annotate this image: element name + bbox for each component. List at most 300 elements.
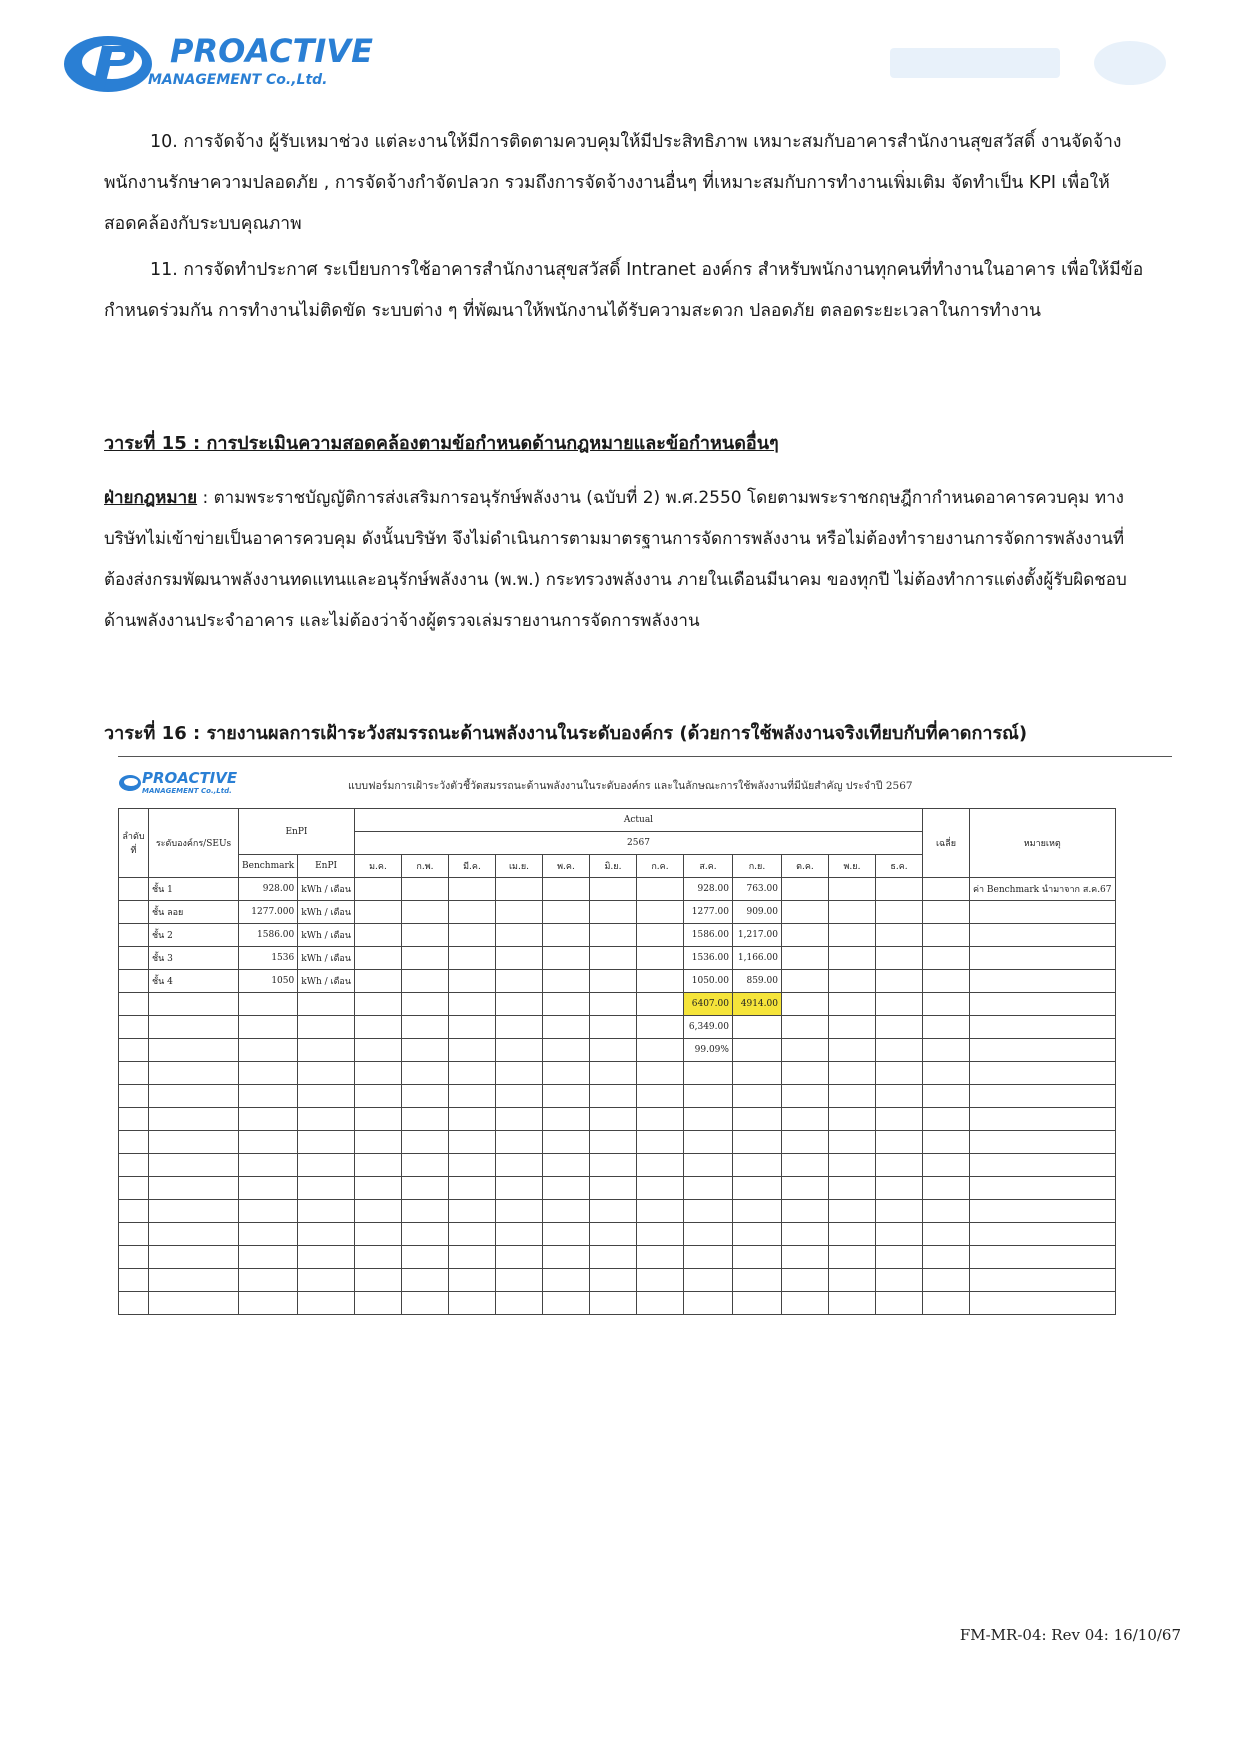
- cell-avg: [922, 1223, 969, 1246]
- cell-month: [781, 901, 828, 924]
- cell-no: [119, 924, 149, 947]
- table-row: [119, 1062, 1116, 1085]
- cell-benchmark: [239, 1292, 298, 1315]
- col-actual: Actual: [354, 809, 922, 832]
- cell-month: [875, 1016, 922, 1039]
- cell-month: [781, 1085, 828, 1108]
- cell-month: [354, 1246, 401, 1269]
- cell-month: [354, 1131, 401, 1154]
- cell-unit: [298, 1177, 355, 1200]
- cell-month: [542, 970, 589, 993]
- legal-label: ฝ่ายกฎหมาย: [104, 488, 198, 508]
- col-month: ต.ค.: [781, 855, 828, 878]
- cell-month: [636, 1177, 683, 1200]
- cell-benchmark: 928.00: [239, 878, 298, 901]
- cell-remark: [969, 1108, 1115, 1131]
- cell-month: [542, 1269, 589, 1292]
- col-month: พ.ค.: [542, 855, 589, 878]
- cell-remark: [969, 1062, 1115, 1085]
- cell-level: [149, 1223, 239, 1246]
- cell-level: [149, 1085, 239, 1108]
- cell-month: [828, 993, 875, 1016]
- cell-month: [589, 878, 636, 901]
- cell-benchmark: [239, 1085, 298, 1108]
- cell-month: [636, 1200, 683, 1223]
- cell-unit: kWh / เดือน: [298, 947, 355, 970]
- cell-month: [448, 1039, 495, 1062]
- cell-month: [354, 1269, 401, 1292]
- table-row: [119, 970, 1116, 993]
- cell-no: [119, 1016, 149, 1039]
- table-row: [119, 1039, 1116, 1062]
- cell-month: [636, 878, 683, 901]
- cell-month: [781, 1016, 828, 1039]
- cell-month: [781, 993, 828, 1016]
- cell-month: [781, 970, 828, 993]
- cell-month: 763.00: [732, 878, 781, 901]
- cell-month: [828, 878, 875, 901]
- cell-month: [636, 1108, 683, 1131]
- cell-month: [542, 1062, 589, 1085]
- section-16-title: วาระที่ 16 : รายงานผลการเฝ้าระวังสมรรถนะด้านพลังงานในระดับองค์กร (ด้วยการใช้พลังงานจริงเทียบกับที่คาดการณ์): [104, 723, 1028, 744]
- cell-month: [589, 993, 636, 1016]
- cell-month: [542, 901, 589, 924]
- company-logo: [62, 28, 373, 100]
- cell-month: [495, 1039, 542, 1062]
- cell-level: [149, 1108, 239, 1131]
- cell-avg: [922, 924, 969, 947]
- cell-month: [401, 878, 448, 901]
- cell-month: [495, 1085, 542, 1108]
- cell-month: [589, 1062, 636, 1085]
- cell-unit: [298, 993, 355, 1016]
- cell-month: [495, 1062, 542, 1085]
- legal-body: : ตามพระราชบัญญัติการส่งเสริมการอนุรักษ์พลังงาน (ฉบับที่ 2) พ.ศ.2550 โดยตามพระราชกฤษฎีกากำหนดอาคารควบคุม ทางบริษัทไม่เข้าข่ายเป็นอาคารควบคุม ดังนั้นบริษัท จึงไม่ดำเนินการตามมาตรฐานการจัดการพลังงาน หรือไม่ต้องทำรายงานการจัดการพลังงานที่ต้องส่งกรมพัฒนาพลังงานทดแทนและอนุรักษ์พลังงาน (พ.พ.) กระทรวงพลังงาน ภายในเดือนมีนาคม ของทุกปี ไม่ต้องทำการแต่งตั้งผู้รับผิดชอบด้านพลังงานประจำอาคาร และไม่ต้องว่าจ้างผู้ตรวจเล่มรายงานการจัดการพลังงาน: [104, 488, 1127, 631]
- cell-month: [401, 1062, 448, 1085]
- cell-month: [732, 1039, 781, 1062]
- cell-month: [354, 1062, 401, 1085]
- cell-month: [636, 1039, 683, 1062]
- cell-month: [781, 1200, 828, 1223]
- cell-month: [828, 924, 875, 947]
- cell-month: [636, 1223, 683, 1246]
- cell-no: [119, 1292, 149, 1315]
- cell-level: [149, 1062, 239, 1085]
- cell-month: [828, 1154, 875, 1177]
- cell-month: [401, 1200, 448, 1223]
- cell-month: [828, 1223, 875, 1246]
- cell-no: [119, 1039, 149, 1062]
- cell-month: [448, 878, 495, 901]
- cell-no: [119, 993, 149, 1016]
- cell-benchmark: [239, 1062, 298, 1085]
- form-logo-subtext: MANAGEMENT Co.,Ltd.: [142, 787, 232, 795]
- cell-unit: kWh / เดือน: [298, 924, 355, 947]
- col-enpi-unit: EnPI: [298, 855, 355, 878]
- cell-month: [683, 1223, 732, 1246]
- cell-month: [828, 970, 875, 993]
- cell-month: [401, 1085, 448, 1108]
- cell-no: [119, 1200, 149, 1223]
- cell-level: [149, 993, 239, 1016]
- cell-month: 1050.00: [683, 970, 732, 993]
- cell-avg: [922, 1246, 969, 1269]
- col-remark: หมายเหตุ: [969, 809, 1115, 878]
- cell-level: [149, 1154, 239, 1177]
- cell-month: [781, 1131, 828, 1154]
- energy-table: [118, 808, 1116, 1315]
- table-row: [119, 1177, 1116, 1200]
- cell-month: [683, 1062, 732, 1085]
- cell-month: [401, 1269, 448, 1292]
- cell-month: [589, 1177, 636, 1200]
- cell-remark: [969, 1016, 1115, 1039]
- cell-avg: [922, 970, 969, 993]
- cell-month: [636, 1269, 683, 1292]
- cell-month: [401, 1292, 448, 1315]
- cell-month: [448, 1062, 495, 1085]
- cell-month: [448, 1223, 495, 1246]
- cell-month: [542, 1177, 589, 1200]
- col-month: ก.พ.: [401, 855, 448, 878]
- cell-avg: [922, 1131, 969, 1154]
- cell-month: 928.00: [683, 878, 732, 901]
- cell-month: [401, 947, 448, 970]
- col-month: ก.ย.: [732, 855, 781, 878]
- cell-no: [119, 1062, 149, 1085]
- col-month: มิ.ย.: [589, 855, 636, 878]
- cell-month: [828, 1177, 875, 1200]
- cell-month: [732, 1131, 781, 1154]
- cell-month: [354, 878, 401, 901]
- cell-month: [495, 1200, 542, 1223]
- cell-month: [875, 1062, 922, 1085]
- cell-remark: [969, 1223, 1115, 1246]
- col-month: ธ.ค.: [875, 855, 922, 878]
- cell-month: [828, 1016, 875, 1039]
- cell-benchmark: 1586.00: [239, 924, 298, 947]
- cell-month: [542, 1131, 589, 1154]
- cell-percentage: 99.09%: [683, 1039, 732, 1062]
- cell-month: 1586.00: [683, 924, 732, 947]
- cell-month: [636, 993, 683, 1016]
- cell-month: [828, 1292, 875, 1315]
- cell-month: [732, 1269, 781, 1292]
- cell-level: [149, 1200, 239, 1223]
- cell-month: [354, 970, 401, 993]
- cell-avg: [922, 1177, 969, 1200]
- cell-level: [149, 1039, 239, 1062]
- cell-month: [636, 1131, 683, 1154]
- cell-benchmark: [239, 993, 298, 1016]
- cell-month: [875, 947, 922, 970]
- cell-unit: kWh / เดือน: [298, 970, 355, 993]
- cell-month: [495, 1016, 542, 1039]
- energy-monitoring-form: [118, 756, 1172, 1362]
- table-row: [119, 1223, 1116, 1246]
- col-month: พ.ย.: [828, 855, 875, 878]
- cell-month: [354, 993, 401, 1016]
- cell-month: [354, 1085, 401, 1108]
- paragraph-11: [104, 250, 1144, 332]
- form-header: [118, 756, 1172, 809]
- cell-month: [542, 1223, 589, 1246]
- cell-month: [401, 1246, 448, 1269]
- cell-month: [683, 1269, 732, 1292]
- cell-level: [149, 1177, 239, 1200]
- cell-month: [636, 970, 683, 993]
- cell-month: [828, 1200, 875, 1223]
- cell-remark: [969, 1246, 1115, 1269]
- cell-month: [683, 1200, 732, 1223]
- cell-month: [448, 924, 495, 947]
- cell-month: [401, 1154, 448, 1177]
- cell-month: [828, 1269, 875, 1292]
- cell-average-usage: 6,349.00: [683, 1016, 732, 1039]
- paragraph-11-text: 11. การจัดทำประกาศ ระเบียบการใช้อาคารสำนักงานสุขสวัสดิ์ Intranet องค์กร สำหรับพนักงานทุกคนที่ทำงานในอาคาร เพื่อให้มีข้อกำหนดร่วมกัน การทำงานไม่ติดขัด ระบบต่าง ๆ ที่พัฒนาให้พนักงานได้รับความสะดวก ปลอดภัย ตลอดระยะเวลาในการทำงาน: [104, 260, 1144, 321]
- cell-month: [875, 1177, 922, 1200]
- cell-month: [542, 924, 589, 947]
- cell-month: [354, 1154, 401, 1177]
- cell-month: [589, 1154, 636, 1177]
- cell-month: [401, 1016, 448, 1039]
- cell-month: [781, 1108, 828, 1131]
- cell-remark: [969, 1269, 1115, 1292]
- cell-month: [875, 1246, 922, 1269]
- cell-month: [495, 1223, 542, 1246]
- cell-level: ชั้น ลอย: [149, 901, 239, 924]
- cell-month: [875, 878, 922, 901]
- cell-month: [636, 1246, 683, 1269]
- cell-month: [448, 901, 495, 924]
- cell-total-aug: 6407.00: [683, 993, 732, 1016]
- cell-remark: [969, 993, 1115, 1016]
- cell-avg: [922, 1269, 969, 1292]
- cell-month: [401, 924, 448, 947]
- col-month: ก.ค.: [636, 855, 683, 878]
- cell-month: [732, 1246, 781, 1269]
- cell-benchmark: [239, 1131, 298, 1154]
- proactive-logo-icon: [62, 28, 172, 100]
- col-month: ส.ค.: [683, 855, 732, 878]
- table-row: [119, 901, 1116, 924]
- cell-month: [875, 1131, 922, 1154]
- cell-month: [683, 1131, 732, 1154]
- col-month: ม.ค.: [354, 855, 401, 878]
- cell-month: [636, 1062, 683, 1085]
- cell-unit: [298, 1062, 355, 1085]
- cell-month: [828, 1085, 875, 1108]
- logo-text-management: MANAGEMENT Co.,Ltd.: [148, 72, 328, 88]
- cell-month: [875, 1292, 922, 1315]
- cell-month: [448, 970, 495, 993]
- cell-month: [495, 878, 542, 901]
- cell-month: [875, 1039, 922, 1062]
- cell-level: [149, 1292, 239, 1315]
- cell-level: ชั้น 3: [149, 947, 239, 970]
- cell-month: [875, 993, 922, 1016]
- cell-level: [149, 1246, 239, 1269]
- cell-month: [636, 1154, 683, 1177]
- col-level: ระดับองค์กร/SEUs: [149, 809, 239, 878]
- cell-month: [448, 1246, 495, 1269]
- cell-month: [354, 1177, 401, 1200]
- cell-month: [589, 1292, 636, 1315]
- cell-month: [401, 970, 448, 993]
- cell-remark: [969, 1039, 1115, 1062]
- cell-month: [354, 1016, 401, 1039]
- cell-level: [149, 1269, 239, 1292]
- cell-unit: [298, 1269, 355, 1292]
- cell-remark: [969, 901, 1115, 924]
- cell-month: [354, 1292, 401, 1315]
- cell-month: [589, 1223, 636, 1246]
- cell-month: [354, 1039, 401, 1062]
- cell-unit: [298, 1154, 355, 1177]
- cell-month: [732, 1108, 781, 1131]
- cell-month: [781, 924, 828, 947]
- cell-benchmark: 1277.000: [239, 901, 298, 924]
- cell-unit: [298, 1039, 355, 1062]
- cell-month: [448, 1108, 495, 1131]
- cell-remark: [969, 1200, 1115, 1223]
- cell-month: [875, 924, 922, 947]
- cell-level: [149, 1016, 239, 1039]
- cell-month: [636, 1016, 683, 1039]
- cell-month: [589, 1085, 636, 1108]
- cell-remark: [969, 1085, 1115, 1108]
- cell-month: [828, 947, 875, 970]
- cell-remark: [969, 1177, 1115, 1200]
- table-body: [119, 878, 1116, 1315]
- table-row: [119, 1246, 1116, 1269]
- cell-month: [542, 1200, 589, 1223]
- cell-month: [636, 1085, 683, 1108]
- cell-benchmark: 1536: [239, 947, 298, 970]
- cell-no: [119, 1131, 149, 1154]
- table-row: [119, 1016, 1116, 1039]
- cell-avg: [922, 993, 969, 1016]
- col-year: 2567: [354, 832, 922, 855]
- cell-month: [732, 1177, 781, 1200]
- cell-month: [828, 901, 875, 924]
- cell-month: [495, 1108, 542, 1131]
- cell-month: [401, 1039, 448, 1062]
- cell-month: [401, 1108, 448, 1131]
- cell-month: [542, 1085, 589, 1108]
- cell-month: [683, 1292, 732, 1315]
- cell-month: [636, 901, 683, 924]
- cell-month: [781, 1292, 828, 1315]
- cell-month: [636, 924, 683, 947]
- cell-month: [401, 1131, 448, 1154]
- cell-month: [354, 1223, 401, 1246]
- cell-level: ชั้น 4: [149, 970, 239, 993]
- cell-month: [589, 1016, 636, 1039]
- cell-month: [495, 924, 542, 947]
- cell-no: [119, 901, 149, 924]
- cell-avg: [922, 901, 969, 924]
- col-avg: เฉลี่ย: [922, 809, 969, 878]
- cell-month: [448, 1154, 495, 1177]
- cell-month: 1277.00: [683, 901, 732, 924]
- cell-month: 1536.00: [683, 947, 732, 970]
- cell-month: [636, 947, 683, 970]
- cell-month: [828, 1131, 875, 1154]
- cell-month: [448, 1085, 495, 1108]
- cell-remark: [969, 947, 1115, 970]
- cell-month: [589, 1039, 636, 1062]
- cell-month: [589, 947, 636, 970]
- form-logo-icon: [118, 771, 142, 795]
- cell-month: [875, 1108, 922, 1131]
- cell-avg: [922, 1039, 969, 1062]
- cell-month: [542, 947, 589, 970]
- cell-avg: [922, 1085, 969, 1108]
- cell-month: [448, 1269, 495, 1292]
- cell-unit: [298, 1223, 355, 1246]
- cell-month: [589, 1108, 636, 1131]
- table-row: [119, 1108, 1116, 1131]
- cell-month: [542, 1292, 589, 1315]
- cell-avg: [922, 1292, 969, 1315]
- cell-month: [448, 1200, 495, 1223]
- cell-no: [119, 1154, 149, 1177]
- table-row: [119, 993, 1116, 1016]
- cell-month: [495, 947, 542, 970]
- header-row-1: [119, 809, 1116, 832]
- table-row: [119, 1269, 1116, 1292]
- cell-month: 909.00: [732, 901, 781, 924]
- col-no: ลำดับ ที่: [119, 809, 149, 878]
- cell-avg: [922, 1200, 969, 1223]
- table-row: [119, 924, 1116, 947]
- cell-month: [542, 1154, 589, 1177]
- cell-month: [542, 878, 589, 901]
- cell-month: [781, 1177, 828, 1200]
- cell-unit: kWh / เดือน: [298, 878, 355, 901]
- section-15-title: วาระที่ 15 : การประเมินความสอดคล้องตามข้อกำหนดด้านกฎหมายและข้อกำหนดอื่นๆ: [104, 433, 779, 454]
- cell-level: ชั้น 1: [149, 878, 239, 901]
- cell-month: [495, 1154, 542, 1177]
- cell-month: [875, 1085, 922, 1108]
- cell-unit: [298, 1246, 355, 1269]
- cell-avg: [922, 878, 969, 901]
- cell-month: [448, 1131, 495, 1154]
- cell-unit: [298, 1016, 355, 1039]
- cell-month: [495, 901, 542, 924]
- cell-month: [401, 901, 448, 924]
- cell-month: [589, 970, 636, 993]
- legal-paragraph: [104, 478, 1144, 642]
- cell-benchmark: 1050: [239, 970, 298, 993]
- table-row: [119, 878, 1116, 901]
- cell-level: [149, 1131, 239, 1154]
- table-row: [119, 947, 1116, 970]
- cell-month: [683, 1154, 732, 1177]
- table-row: [119, 1154, 1116, 1177]
- cell-no: [119, 1223, 149, 1246]
- cell-unit: [298, 1292, 355, 1315]
- cell-month: 1,166.00: [732, 947, 781, 970]
- form-title: แบบฟอร์มการเฝ้าระวังตัวชี้วัดสมรรถนะด้านพลังงานในระดับองค์กร และในลักษณะการใช้พลังงานที่มีนัยสำคัญ ประจำปี 2567: [348, 780, 913, 792]
- paragraph-10-text: 10. การจัดจ้าง ผู้รับเหมาช่วง แต่ละงานให้มีการติดตามควบคุมให้มีประสิทธิภาพ เหมาะสมกับอาคารสำนักงานสุขสวัสดิ์ งานจัดจ้างพนักงานรักษาความปลอดภัย , การจัดจ้างกำจัดปลวก รวมถึงการจัดจ้างงานอื่นๆ ที่เหมาะสมกับการทำงานเพิ่มเติม จัดทำเป็น KPI เพื่อให้สอดคล้องกับระบบคุณภาพ: [104, 132, 1122, 234]
- cell-month: [781, 1039, 828, 1062]
- cell-month: [732, 1223, 781, 1246]
- cell-benchmark: [239, 1177, 298, 1200]
- cell-month: [732, 1200, 781, 1223]
- cell-month: [732, 1016, 781, 1039]
